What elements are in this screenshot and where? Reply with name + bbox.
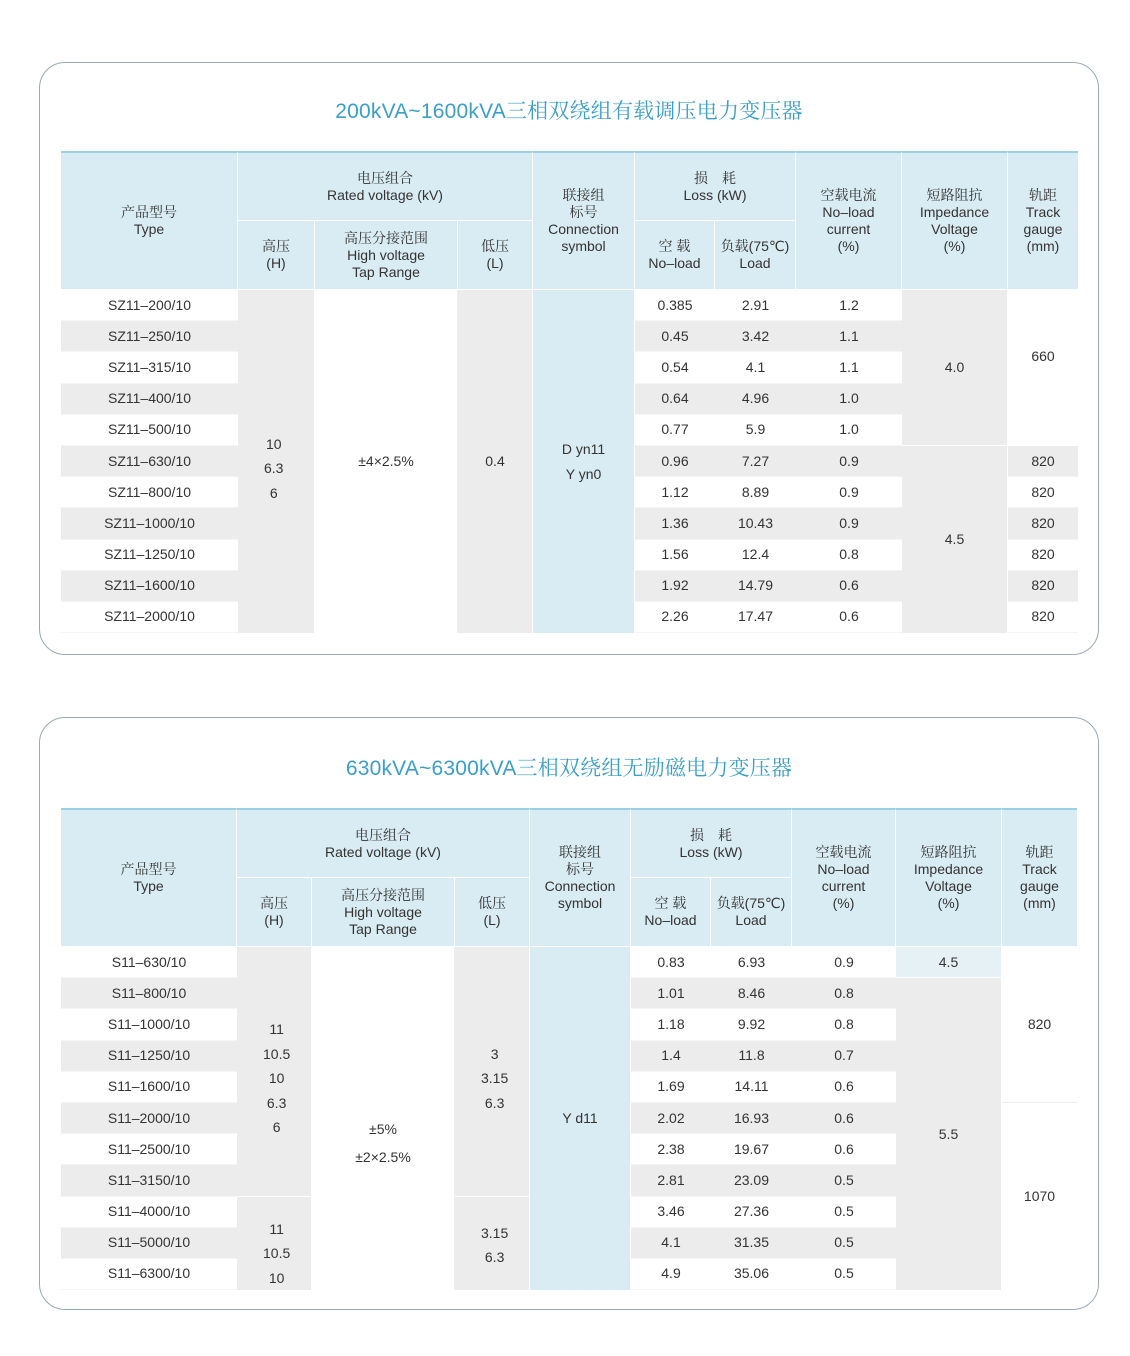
tap-range-value: ±5% ±2×2.5% (312, 947, 455, 1290)
table-row: S11–630/10 (61, 947, 237, 978)
spec-table-2 (61, 808, 1077, 1290)
current-cell: 0.7 (792, 1041, 896, 1072)
connection-value: Y d11 (530, 947, 631, 1290)
noload-cell: 0.96 (635, 446, 715, 477)
load-cell: 7.27 (715, 446, 796, 477)
table-row: S11–5000/10 (61, 1228, 237, 1259)
load-cell: 2.91 (715, 290, 796, 321)
table-row: S11–3150/10 (61, 1165, 237, 1196)
hv-values: 11 10.5 10 6.3 6 (237, 947, 312, 1197)
table-row: SZ11–2000/10 (61, 602, 238, 633)
track-gauge-value: 660 (1008, 290, 1078, 446)
header-load: 负载(75℃) Load (711, 878, 792, 947)
load-cell: 8.89 (715, 477, 796, 508)
table-row: SZ11–315/10 (61, 352, 238, 383)
table-row: SZ11–200/10 (61, 290, 238, 321)
header-connection: 联接组 标号 Connection symbol (533, 151, 635, 290)
current-cell: 0.8 (796, 540, 902, 571)
header-lv: 低压 (L) (458, 221, 533, 290)
load-cell: 4.1 (715, 352, 796, 383)
load-cell: 4.96 (715, 384, 796, 415)
current-cell: 0.9 (796, 508, 902, 539)
table-row: S11–1250/10 (61, 1041, 237, 1072)
load-cell: 27.36 (711, 1197, 792, 1228)
header-track-gauge: 轨距 Track gauge (mm) (1008, 151, 1078, 290)
header-loss: 损 耗 Loss (kW) (635, 151, 796, 221)
current-cell: 0.9 (792, 947, 896, 978)
noload-cell: 2.02 (631, 1103, 711, 1134)
lv-values: 3 3.15 6.3 (455, 947, 530, 1197)
noload-cell: 1.69 (631, 1072, 711, 1103)
hv-values: 10 6.3 6 (238, 290, 315, 633)
spec-table-1 (61, 151, 1078, 633)
current-cell: 1.1 (796, 352, 902, 383)
noload-cell: 0.77 (635, 415, 715, 446)
load-cell: 14.79 (715, 571, 796, 602)
current-cell: 1.1 (796, 321, 902, 352)
impedance-value: 4.5 (896, 947, 1002, 978)
table-title: 630kVA~6300kVA三相双绕组无励磁电力变压器 (345, 757, 793, 780)
header-noload: 空 载 No–load (631, 878, 711, 947)
header-voltage: 电压组合 Rated voltage (kV) (238, 151, 533, 221)
current-cell: 0.6 (796, 602, 902, 633)
header-lv: 低压 (L) (455, 878, 530, 947)
header-tap: 高压分接范围 High voltage Tap Range (312, 878, 455, 947)
table-title: 200kVA~1600kVA三相双绕组有载调压电力变压器 (335, 100, 803, 123)
header-load: 负载(75℃) Load (715, 221, 796, 290)
header-connection: 联接组 标号 Connection symbol (530, 808, 631, 947)
load-cell: 23.09 (711, 1165, 792, 1196)
lv-value: 0.4 (458, 290, 533, 633)
noload-cell: 1.4 (631, 1041, 711, 1072)
noload-cell: 0.64 (635, 384, 715, 415)
impedance-value: 4.5 (902, 446, 1008, 633)
table-row: S11–1000/10 (61, 1009, 237, 1040)
current-cell: 0.6 (792, 1134, 896, 1165)
table-card-2 (39, 717, 1099, 1310)
noload-cell: 0.54 (635, 352, 715, 383)
impedance-value: 4.0 (902, 290, 1008, 446)
track-gauge-value: 820 (1008, 602, 1078, 633)
tap-range-value: ±4×2.5% (315, 290, 458, 633)
track-gauge-value: 820 (1008, 571, 1078, 602)
load-cell: 9.92 (711, 1009, 792, 1040)
noload-cell: 4.9 (631, 1259, 711, 1290)
connection-value: D yn11 Y yn0 (533, 290, 635, 633)
header-noload-current: 空载电流 No–load current (%) (796, 151, 902, 290)
table-row: SZ11–250/10 (61, 321, 238, 352)
current-cell: 0.6 (792, 1072, 896, 1103)
table-row: SZ11–630/10 (61, 446, 238, 477)
header-impedance: 短路阻抗 Impedance Voltage (%) (896, 808, 1002, 947)
load-cell: 31.35 (711, 1228, 792, 1259)
noload-cell: 0.45 (635, 321, 715, 352)
noload-cell: 2.81 (631, 1165, 711, 1196)
current-cell: 0.5 (792, 1197, 896, 1228)
header-voltage: 电压组合 Rated voltage (kV) (237, 808, 530, 878)
current-cell: 0.9 (796, 477, 902, 508)
track-gauge-value: 820 (1002, 947, 1077, 1103)
header-tap: 高压分接范围 High voltage Tap Range (315, 221, 458, 290)
current-cell: 0.5 (792, 1228, 896, 1259)
table-row: SZ11–1600/10 (61, 571, 238, 602)
track-gauge-value: 820 (1008, 446, 1078, 477)
header-track-gauge: 轨距 Track gauge (mm) (1002, 808, 1077, 947)
noload-cell: 1.36 (635, 508, 715, 539)
header-hv: 高压 (H) (238, 221, 315, 290)
current-cell: 0.9 (796, 446, 902, 477)
noload-cell: 1.18 (631, 1009, 711, 1040)
table-row: S11–2000/10 (61, 1103, 237, 1134)
noload-cell: 2.26 (635, 602, 715, 633)
header-noload-current: 空载电流 No–load current (%) (792, 808, 896, 947)
header-type: 产品型号 Type (61, 808, 237, 947)
header-noload: 空 载 No–load (635, 221, 715, 290)
current-cell: 0.8 (792, 978, 896, 1009)
load-cell: 12.4 (715, 540, 796, 571)
table-row: SZ11–500/10 (61, 415, 238, 446)
track-gauge-value: 820 (1008, 508, 1078, 539)
table-card-1 (39, 62, 1099, 655)
track-gauge-value: 820 (1008, 477, 1078, 508)
load-cell: 35.06 (711, 1259, 792, 1290)
load-cell: 14.11 (711, 1072, 792, 1103)
current-cell: 1.2 (796, 290, 902, 321)
header-loss: 损 耗 Loss (kW) (631, 808, 792, 878)
load-cell: 11.8 (711, 1041, 792, 1072)
table-row: SZ11–1000/10 (61, 508, 238, 539)
noload-cell: 1.56 (635, 540, 715, 571)
load-cell: 3.42 (715, 321, 796, 352)
load-cell: 6.93 (711, 947, 792, 978)
noload-cell: 1.92 (635, 571, 715, 602)
hv-values: 11 10.5 10 (237, 1197, 312, 1291)
current-cell: 0.6 (792, 1103, 896, 1134)
noload-cell: 3.46 (631, 1197, 711, 1228)
noload-cell: 2.38 (631, 1134, 711, 1165)
track-gauge-value: 820 (1008, 540, 1078, 571)
header-hv: 高压 (H) (237, 878, 312, 947)
current-cell: 0.6 (796, 571, 902, 602)
load-cell: 17.47 (715, 602, 796, 633)
table-row: SZ11–1250/10 (61, 540, 238, 571)
table-row: S11–2500/10 (61, 1134, 237, 1165)
current-cell: 1.0 (796, 415, 902, 446)
table-row: SZ11–400/10 (61, 384, 238, 415)
table-row: S11–6300/10 (61, 1259, 237, 1290)
current-cell: 1.0 (796, 384, 902, 415)
track-gauge-value: 1070 (1002, 1103, 1077, 1290)
load-cell: 10.43 (715, 508, 796, 539)
noload-cell: 0.83 (631, 947, 711, 978)
table-row: SZ11–800/10 (61, 477, 238, 508)
table-row: S11–1600/10 (61, 1072, 237, 1103)
noload-cell: 4.1 (631, 1228, 711, 1259)
table-row: S11–800/10 (61, 978, 237, 1009)
header-type: 产品型号 Type (61, 151, 238, 290)
current-cell: 0.5 (792, 1165, 896, 1196)
table-row: S11–4000/10 (61, 1197, 237, 1228)
load-cell: 8.46 (711, 978, 792, 1009)
header-impedance: 短路阻抗 Impedance Voltage (%) (902, 151, 1008, 290)
impedance-value: 5.5 (896, 978, 1002, 1290)
current-cell: 0.8 (792, 1009, 896, 1040)
load-cell: 5.9 (715, 415, 796, 446)
lv-values: 3.15 6.3 (455, 1197, 530, 1291)
noload-cell: 1.12 (635, 477, 715, 508)
noload-cell: 0.385 (635, 290, 715, 321)
load-cell: 16.93 (711, 1103, 792, 1134)
load-cell: 19.67 (711, 1134, 792, 1165)
noload-cell: 1.01 (631, 978, 711, 1009)
current-cell: 0.5 (792, 1259, 896, 1290)
